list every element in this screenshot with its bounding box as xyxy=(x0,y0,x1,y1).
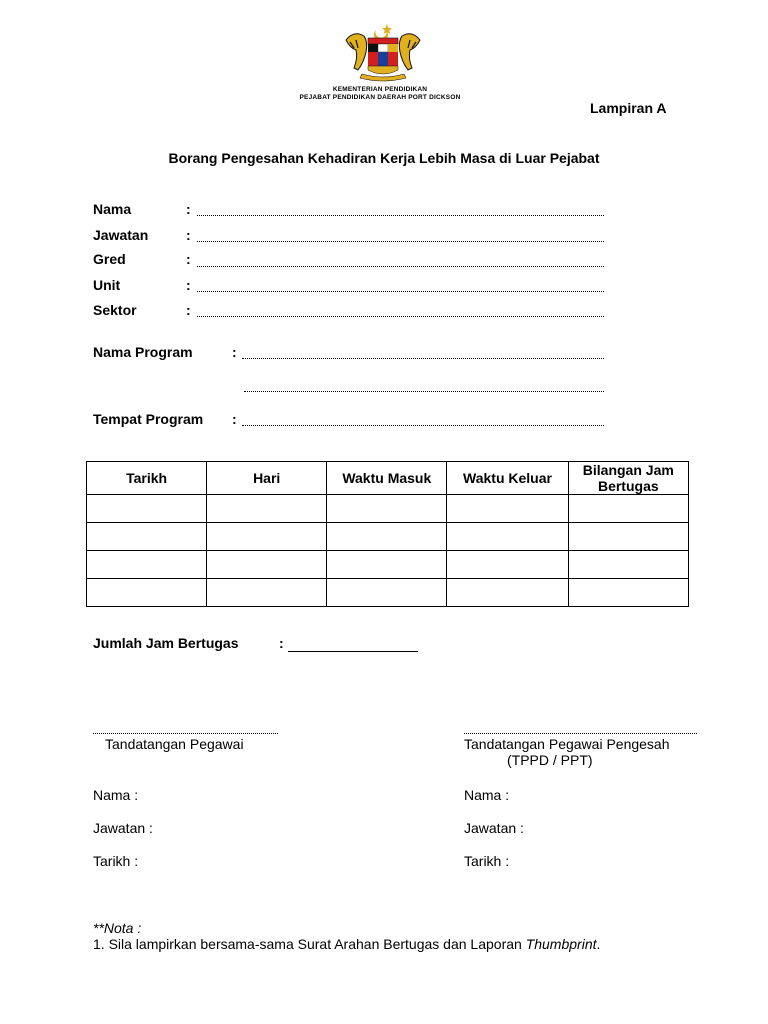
verifier-jawatan-label: Jawatan : xyxy=(464,820,524,836)
unit-field[interactable] xyxy=(197,290,604,292)
verifier-tarikh-label: Tarikh : xyxy=(464,853,510,869)
note-heading: **Nota : xyxy=(93,920,142,936)
table-cell[interactable] xyxy=(447,551,568,579)
table-cell[interactable] xyxy=(447,495,568,523)
nama-program-field-line2[interactable] xyxy=(244,390,604,392)
officer-nama-label: Nama : xyxy=(93,787,139,803)
table-cell[interactable] xyxy=(447,579,568,607)
table-cell[interactable] xyxy=(87,579,207,607)
table-row xyxy=(87,523,689,551)
table-header-row xyxy=(87,462,689,495)
label-sektor: Sektor xyxy=(93,302,137,318)
note-suffix: . xyxy=(596,936,601,952)
label-jawatan: Jawatan xyxy=(93,227,149,243)
note-line xyxy=(93,936,600,952)
nama-program-field[interactable] xyxy=(242,357,604,359)
attendance-table xyxy=(86,461,689,607)
label-unit: Unit xyxy=(93,277,121,293)
officer-jawatan-label: Jawatan : xyxy=(93,820,153,836)
label-nama-program: Nama Program xyxy=(93,344,193,360)
colon: : xyxy=(232,344,237,360)
table-cell[interactable] xyxy=(447,523,568,551)
jumlah-jam-field[interactable] xyxy=(288,650,418,652)
table-cell[interactable] xyxy=(207,495,327,523)
table-row xyxy=(87,579,689,607)
colon: : xyxy=(279,635,284,651)
column-header: Tarikh xyxy=(87,462,207,495)
colon: : xyxy=(232,411,237,427)
nama-field[interactable] xyxy=(197,214,604,216)
sektor-field[interactable] xyxy=(197,315,604,317)
note-emphasis: Thumbprint xyxy=(525,936,597,952)
table-cell[interactable] xyxy=(87,523,207,551)
label-gred: Gred xyxy=(93,251,126,267)
colon: : xyxy=(186,201,191,217)
column-header: Hari xyxy=(207,462,327,495)
tempat-program-field[interactable] xyxy=(242,424,604,426)
table-cell[interactable] xyxy=(207,551,327,579)
table-cell[interactable] xyxy=(568,579,688,607)
table-cell[interactable] xyxy=(87,495,207,523)
colon: : xyxy=(186,302,191,318)
coat-of-arms-icon xyxy=(340,20,426,84)
table-cell[interactable] xyxy=(327,495,447,523)
officer-tarikh-label: Tarikh : xyxy=(93,853,139,869)
verifier-signature-label: Tandatangan Pegawai Pengesah xyxy=(464,736,670,752)
verifier-signature-line[interactable] xyxy=(464,732,697,734)
label-tempat-program: Tempat Program xyxy=(93,411,204,427)
office-name: PEJABAT PENDIDIKAN DAERAH PORT DICKSON xyxy=(299,94,461,101)
table-cell[interactable] xyxy=(327,551,447,579)
officer-signature-line[interactable] xyxy=(93,732,278,734)
jawatan-field[interactable] xyxy=(197,240,604,242)
label-jumlah-jam: Jumlah Jam Bertugas xyxy=(93,635,239,651)
table-cell[interactable] xyxy=(327,523,447,551)
table-cell[interactable] xyxy=(87,551,207,579)
table-cell[interactable] xyxy=(327,579,447,607)
column-header: Bilangan Jam Bertugas xyxy=(568,462,688,495)
verifier-nama-label: Nama : xyxy=(464,787,510,803)
table-cell[interactable] xyxy=(568,523,688,551)
column-header: Waktu Masuk xyxy=(327,462,447,495)
verifier-subtitle: (TPPD / PPT) xyxy=(507,752,593,768)
colon: : xyxy=(186,227,191,243)
form-title: Borang Pengesahan Kehadiran Kerja Lebih Masa di Luar Pejabat xyxy=(168,150,600,166)
colon: : xyxy=(186,251,191,267)
column-header: Waktu Keluar xyxy=(447,462,568,495)
appendix-label: Lampiran A xyxy=(590,100,667,116)
label-nama: Nama xyxy=(93,201,132,217)
ministry-name: KEMENTERIAN PENDIDIKAN xyxy=(332,86,428,93)
colon: : xyxy=(186,277,191,293)
officer-signature-label: Tandatangan Pegawai xyxy=(105,736,244,752)
table-cell[interactable] xyxy=(568,495,688,523)
gred-field[interactable] xyxy=(197,265,604,267)
table-cell[interactable] xyxy=(207,579,327,607)
table-row xyxy=(87,551,689,579)
note-text: 1. Sila lampirkan bersama-sama Surat Arahan Bertugas dan Laporan xyxy=(93,936,526,952)
table-cell[interactable] xyxy=(568,551,688,579)
table-row xyxy=(87,495,689,523)
table-cell[interactable] xyxy=(207,523,327,551)
